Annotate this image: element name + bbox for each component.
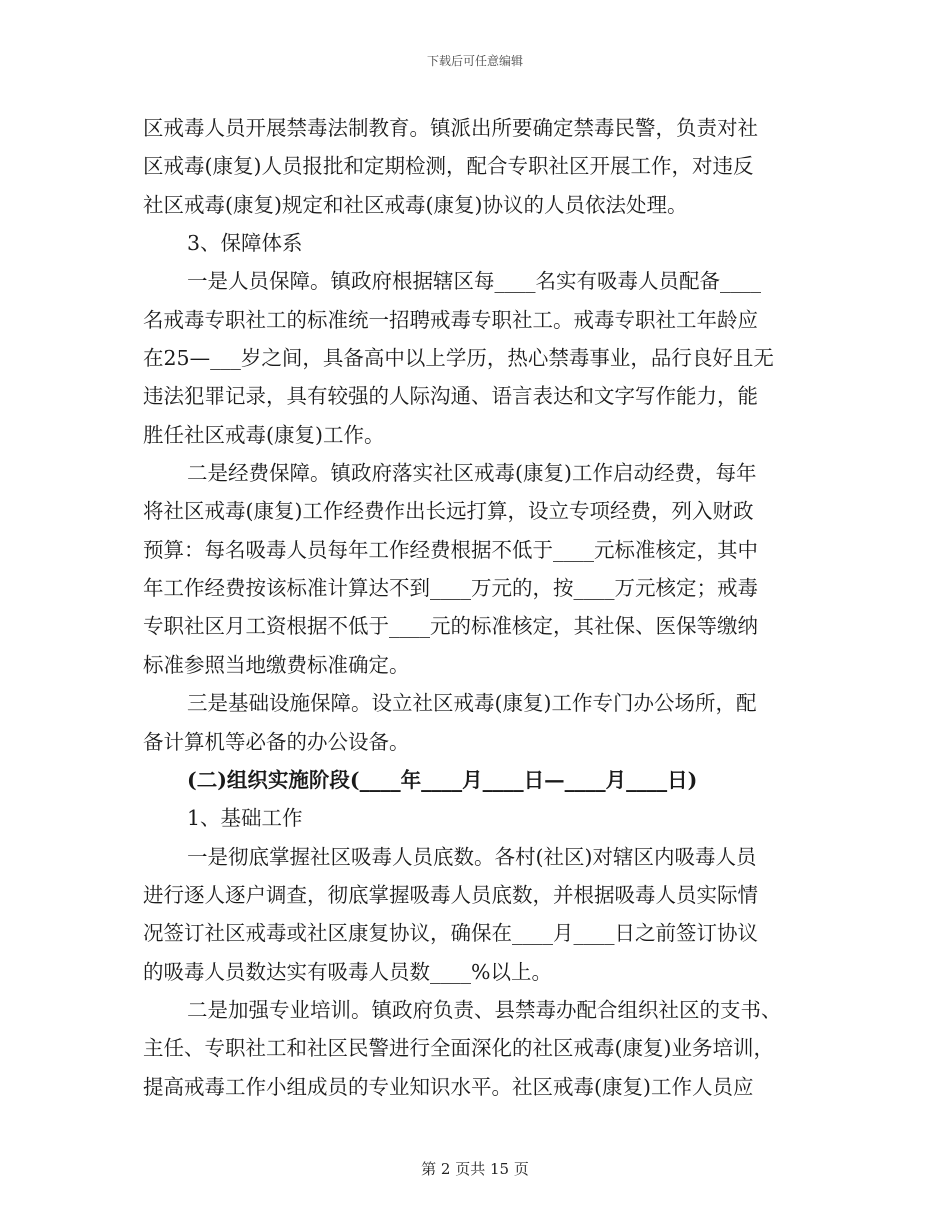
section-heading: (二)组织实施阶段(____年____月____日—____月____日) [187, 767, 698, 792]
body-line: 区戒毒人员开展禁毒法制教育。镇派出所要确定禁毒民警，负责对社 [143, 116, 758, 140]
body-line: 将社区戒毒(康复)工作经费作出长远打算，设立专项经费，列入财政 [143, 499, 754, 524]
section-heading: 1、基础工作 [187, 806, 303, 831]
body-line: 标准参照当地缴费标准确定。 [143, 652, 410, 677]
body-line: 备计算机等必备的办公设备。 [143, 729, 410, 754]
body-line: 二是加强专业培训。镇政府负责、县禁毒办配合组织社区的支书、 [187, 997, 782, 1022]
body-line: 预算：每名吸毒人员每年工作经费根据不低于____元标准核定，其中 [143, 537, 758, 562]
body-line: 胜任社区戒毒(康复)工作。 [143, 422, 385, 447]
body-line: 的吸毒人员数达实有吸毒人员数____%以上。 [143, 959, 552, 984]
body-line: 主任、专职社工和社区民警进行全面深化的社区戒毒(康复)业务培训， [143, 1036, 774, 1061]
body-line: 区戒毒(康复)人员报批和定期检测，配合专职社区开展工作，对违反 [143, 154, 754, 179]
body-line: 名戒毒专职社工的标准统一招聘戒毒专职社工。戒毒专职社工年龄应 [143, 307, 758, 332]
body-line: 进行逐人逐户调查，彻底掌握吸毒人员底数，并根据吸毒人员实际情 [143, 882, 758, 907]
page-header: 下载后可任意编辑 [426, 54, 523, 68]
body-line: 三是基础设施保障。设立社区戒毒(康复)工作专门办公场所，配 [187, 691, 757, 716]
body-line: 专职社区月工资根据不低于____元的标准核定，其社保、医保等缴纳 [143, 614, 758, 639]
body-line: 社区戒毒(康复)规定和社区戒毒(康复)协议的人员依法处理。 [143, 192, 688, 217]
body-line: 年工作经费按该标准计算达不到____万元的，按____万元核定；戒毒 [143, 576, 758, 601]
body-line: 违法犯罪记录，具有较强的人际沟通、语言表达和文字写作能力，能 [143, 384, 758, 409]
section-heading: 3、保障体系 [187, 231, 303, 256]
document-body [143, 109, 815, 1106]
body-line: 况签订社区戒毒或社区康复协议，确保在____月____日之前签订协议 [143, 921, 758, 946]
body-line: 提高戒毒工作小组成员的专业知识水平。社区戒毒(康复)工作人员应 [143, 1074, 754, 1099]
body-line: 二是经费保障。镇政府落实社区戒毒(康复)工作启动经费，每年 [187, 461, 757, 486]
body-line: 一是人员保障。镇政府根据辖区每____名实有吸毒人员配备____ [187, 269, 761, 294]
body-line: 在25—___岁之间，具备高中以上学历，热心禁毒事业，品行良好且无 [143, 346, 774, 371]
page-number: 第 2 页共 15 页 [421, 1160, 529, 1178]
body-line: 一是彻底掌握社区吸毒人员底数。各村(社区)对辖区内吸毒人员 [187, 844, 757, 869]
